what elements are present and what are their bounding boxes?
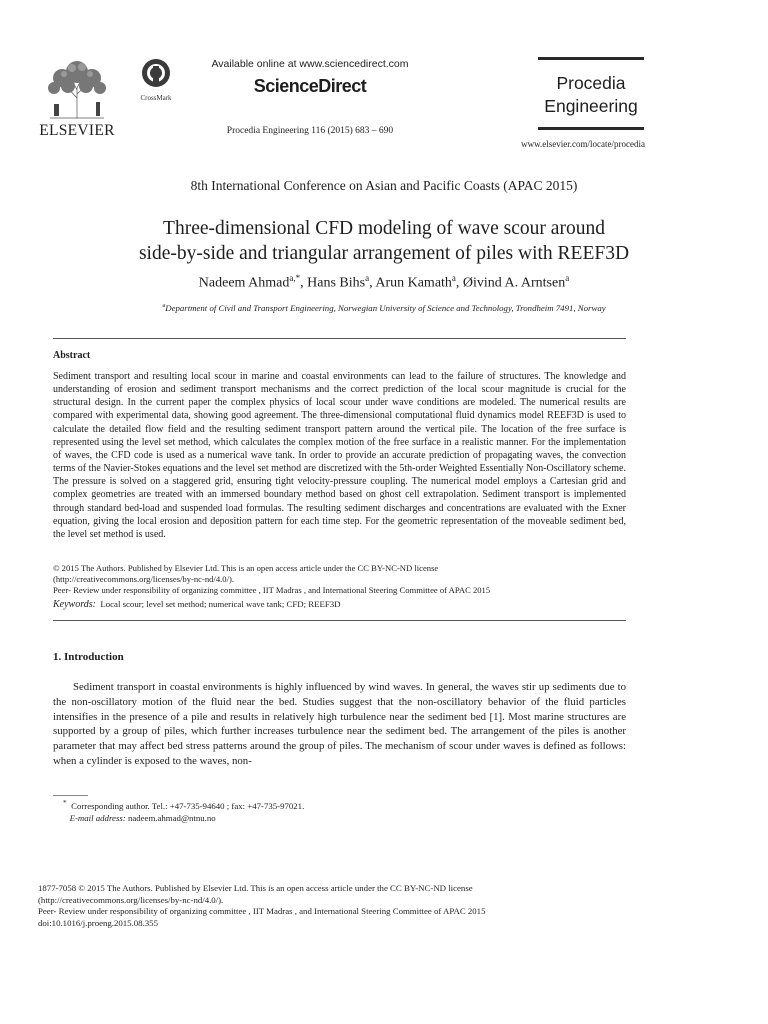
paper-title <box>60 216 708 266</box>
author-affiliation-mark: a <box>365 273 370 283</box>
bottom-license-link[interactable]: (http://creativecommons.org/licenses/by-nc-nd/4.0/). <box>38 894 224 905</box>
abstract-body: Sediment transport and resulting local scour in marine and coastal environments can lead to the failure of structures. The knowledge and understanding of erosion and sediment transport mechanisms and the correct prediction of the local scour magnitude is crucial for the structural design. In the current paper the complex physics of local scour under wave conditions are modeled. The numerical results are compared with experimental data, showing good agreement. The three-dimensional computational fluid dynamics model REEF3D is used to calculate the detailed flow field and the resulting sediment transport pattern around the vertical pile. The location of the free surface is represented using the level set method, which calculates the complex motion of the free surface in a realistic manner. For the implementation of waves, the CFD code is used as a numerical wave tank. In order to provide an accurate prediction of propagating waves, the convection terms of the Navier-Stokes equations and the level set method are discretized with the 5th-order Weighted Essentially Non-Oscillatory scheme. The pressure is solved on a staggered grid, ensuring tight velocity-pressure coupling. The numerical model employs a Cartesian grid and complex geometries are treated with an immersed boundary method based on ghost cell extrapolation. Sediment transport is implemented through standard bed-load and suspended load formulas. The resulting sediment discharges and concentrations are evaluated with the Exner equation, giving the local erosion and deposition pattern for each time step. For the geometric representation of the moveable sediment bed, the level set method is used. <box>53 371 626 540</box>
footnote-rule <box>53 795 88 796</box>
paper-title-line1: Three-dimensional CFD modeling of wave scour around <box>163 218 605 239</box>
footnote <box>63 797 623 825</box>
corresponding-author: Corresponding author. Tel.: +47-735-94640 ; fax: +47-735-97021. <box>71 800 305 811</box>
author-name: Øivind A. Arntsen <box>462 275 566 291</box>
email-link[interactable]: nadeem.ahmad@ntnu.no <box>127 813 216 824</box>
author-separator: , <box>455 275 463 291</box>
email-label: E-mail address: <box>69 813 126 824</box>
author-affiliation-mark: a <box>565 273 570 283</box>
bottom-peer-review: Peer- Review under responsibility of organizing committee , IIT Madras , and International Steering Committee of APAC 2015 <box>38 906 486 916</box>
author-affiliation-mark: a <box>451 273 456 283</box>
footnote-marker: * <box>63 798 67 807</box>
journal-rule-bottom <box>538 127 644 130</box>
journal-title-line2: Engineering <box>544 96 638 116</box>
abstract-bottom-rule <box>53 620 626 621</box>
affiliation <box>60 302 708 313</box>
bottom-matter <box>38 883 638 929</box>
crossmark-label: CrossMark <box>140 94 172 102</box>
author-name: Hans Bihs <box>307 275 366 291</box>
author-affiliation-mark: a,* <box>289 273 301 283</box>
license-block <box>53 563 626 596</box>
affiliation-mark: a <box>162 302 166 309</box>
sciencedirect-logo[interactable]: ScienceDirect <box>253 76 367 96</box>
affiliation-text: Department of Civil and Transport Engineering, Norwegian University of Science and Technology, Trondheim 7491, Norway <box>165 302 606 313</box>
journal-url[interactable]: www.elsevier.com/locate/procedia <box>521 139 645 149</box>
abstract-heading: Abstract <box>53 350 91 361</box>
introduction-paragraph: Sediment transport in coastal environments is highly influenced by wind waves. In general, the waves stir up sediments due to the non-oscillatory motion of the fluid near the bed. Studies suggest that the non-oscillatory behavior of the fluid particles intensifies in the presence of a pile and results in relatively high turbulence near the sediment bed [1]. Most marine structures are supported by a group of piles, which further increases turbulence near the sediment bed. The arrangement of the piles is another parameter that may affect bed stress patterns around the group of piles. The mechanism of scour under waves is defined as follows: when a cylinder is exposed to the waves, non- <box>53 681 626 767</box>
crossmark-badge[interactable] <box>136 58 176 102</box>
author-separator: , <box>369 275 376 291</box>
journal-citation: Procedia Engineering 116 (2015) 683 – 690 <box>226 126 394 136</box>
issn-license: 1877-7058 © 2015 The Authors. Published by Elsevier Ltd. This is an open access article under the CC BY-NC-ND license <box>38 883 473 893</box>
author-name: Arun Kamath <box>375 275 452 291</box>
publisher-name: ELSEVIER <box>39 122 115 139</box>
doi-link[interactable]: doi:10.1016/j.proeng.2015.08.355 <box>38 917 158 928</box>
introduction-body <box>53 680 626 769</box>
keywords <box>53 599 626 610</box>
journal-rule-top <box>538 57 644 60</box>
paper-title-line2: side-by-side and triangular arrangement of piles with REEF3D <box>138 243 630 264</box>
peer-review-statement: Peer- Review under responsibility of organizing committee , IIT Madras , and International Steering Committee of APAC 2015 <box>53 585 491 595</box>
journal-title-line1: Procedia <box>556 73 626 93</box>
available-online: Available online at www.sciencedirect.com <box>211 58 409 70</box>
author-list <box>60 273 708 292</box>
conference-name: 8th International Conference on Asian and Pacific Coasts (APAC 2015) <box>190 178 578 193</box>
keywords-label: Keywords: <box>53 599 96 610</box>
crossmark-icon <box>141 58 171 88</box>
keywords-list: Local scour; level set method; numerical wave tank; CFD; REEF3D <box>100 599 341 609</box>
author-name: Nadeem Ahmad <box>198 275 290 291</box>
author-separator: , <box>300 275 308 291</box>
section-heading-introduction: 1. Introduction <box>53 651 124 663</box>
license-statement: © 2015 The Authors. Published by Elsevier Ltd. This is an open access article under the CC BY-NC-ND license <box>53 563 439 573</box>
abstract-top-rule <box>53 338 626 339</box>
license-link[interactable]: (http://creativecommons.org/licenses/by-nc-nd/4.0/). <box>53 574 234 584</box>
journal-title <box>535 72 647 118</box>
